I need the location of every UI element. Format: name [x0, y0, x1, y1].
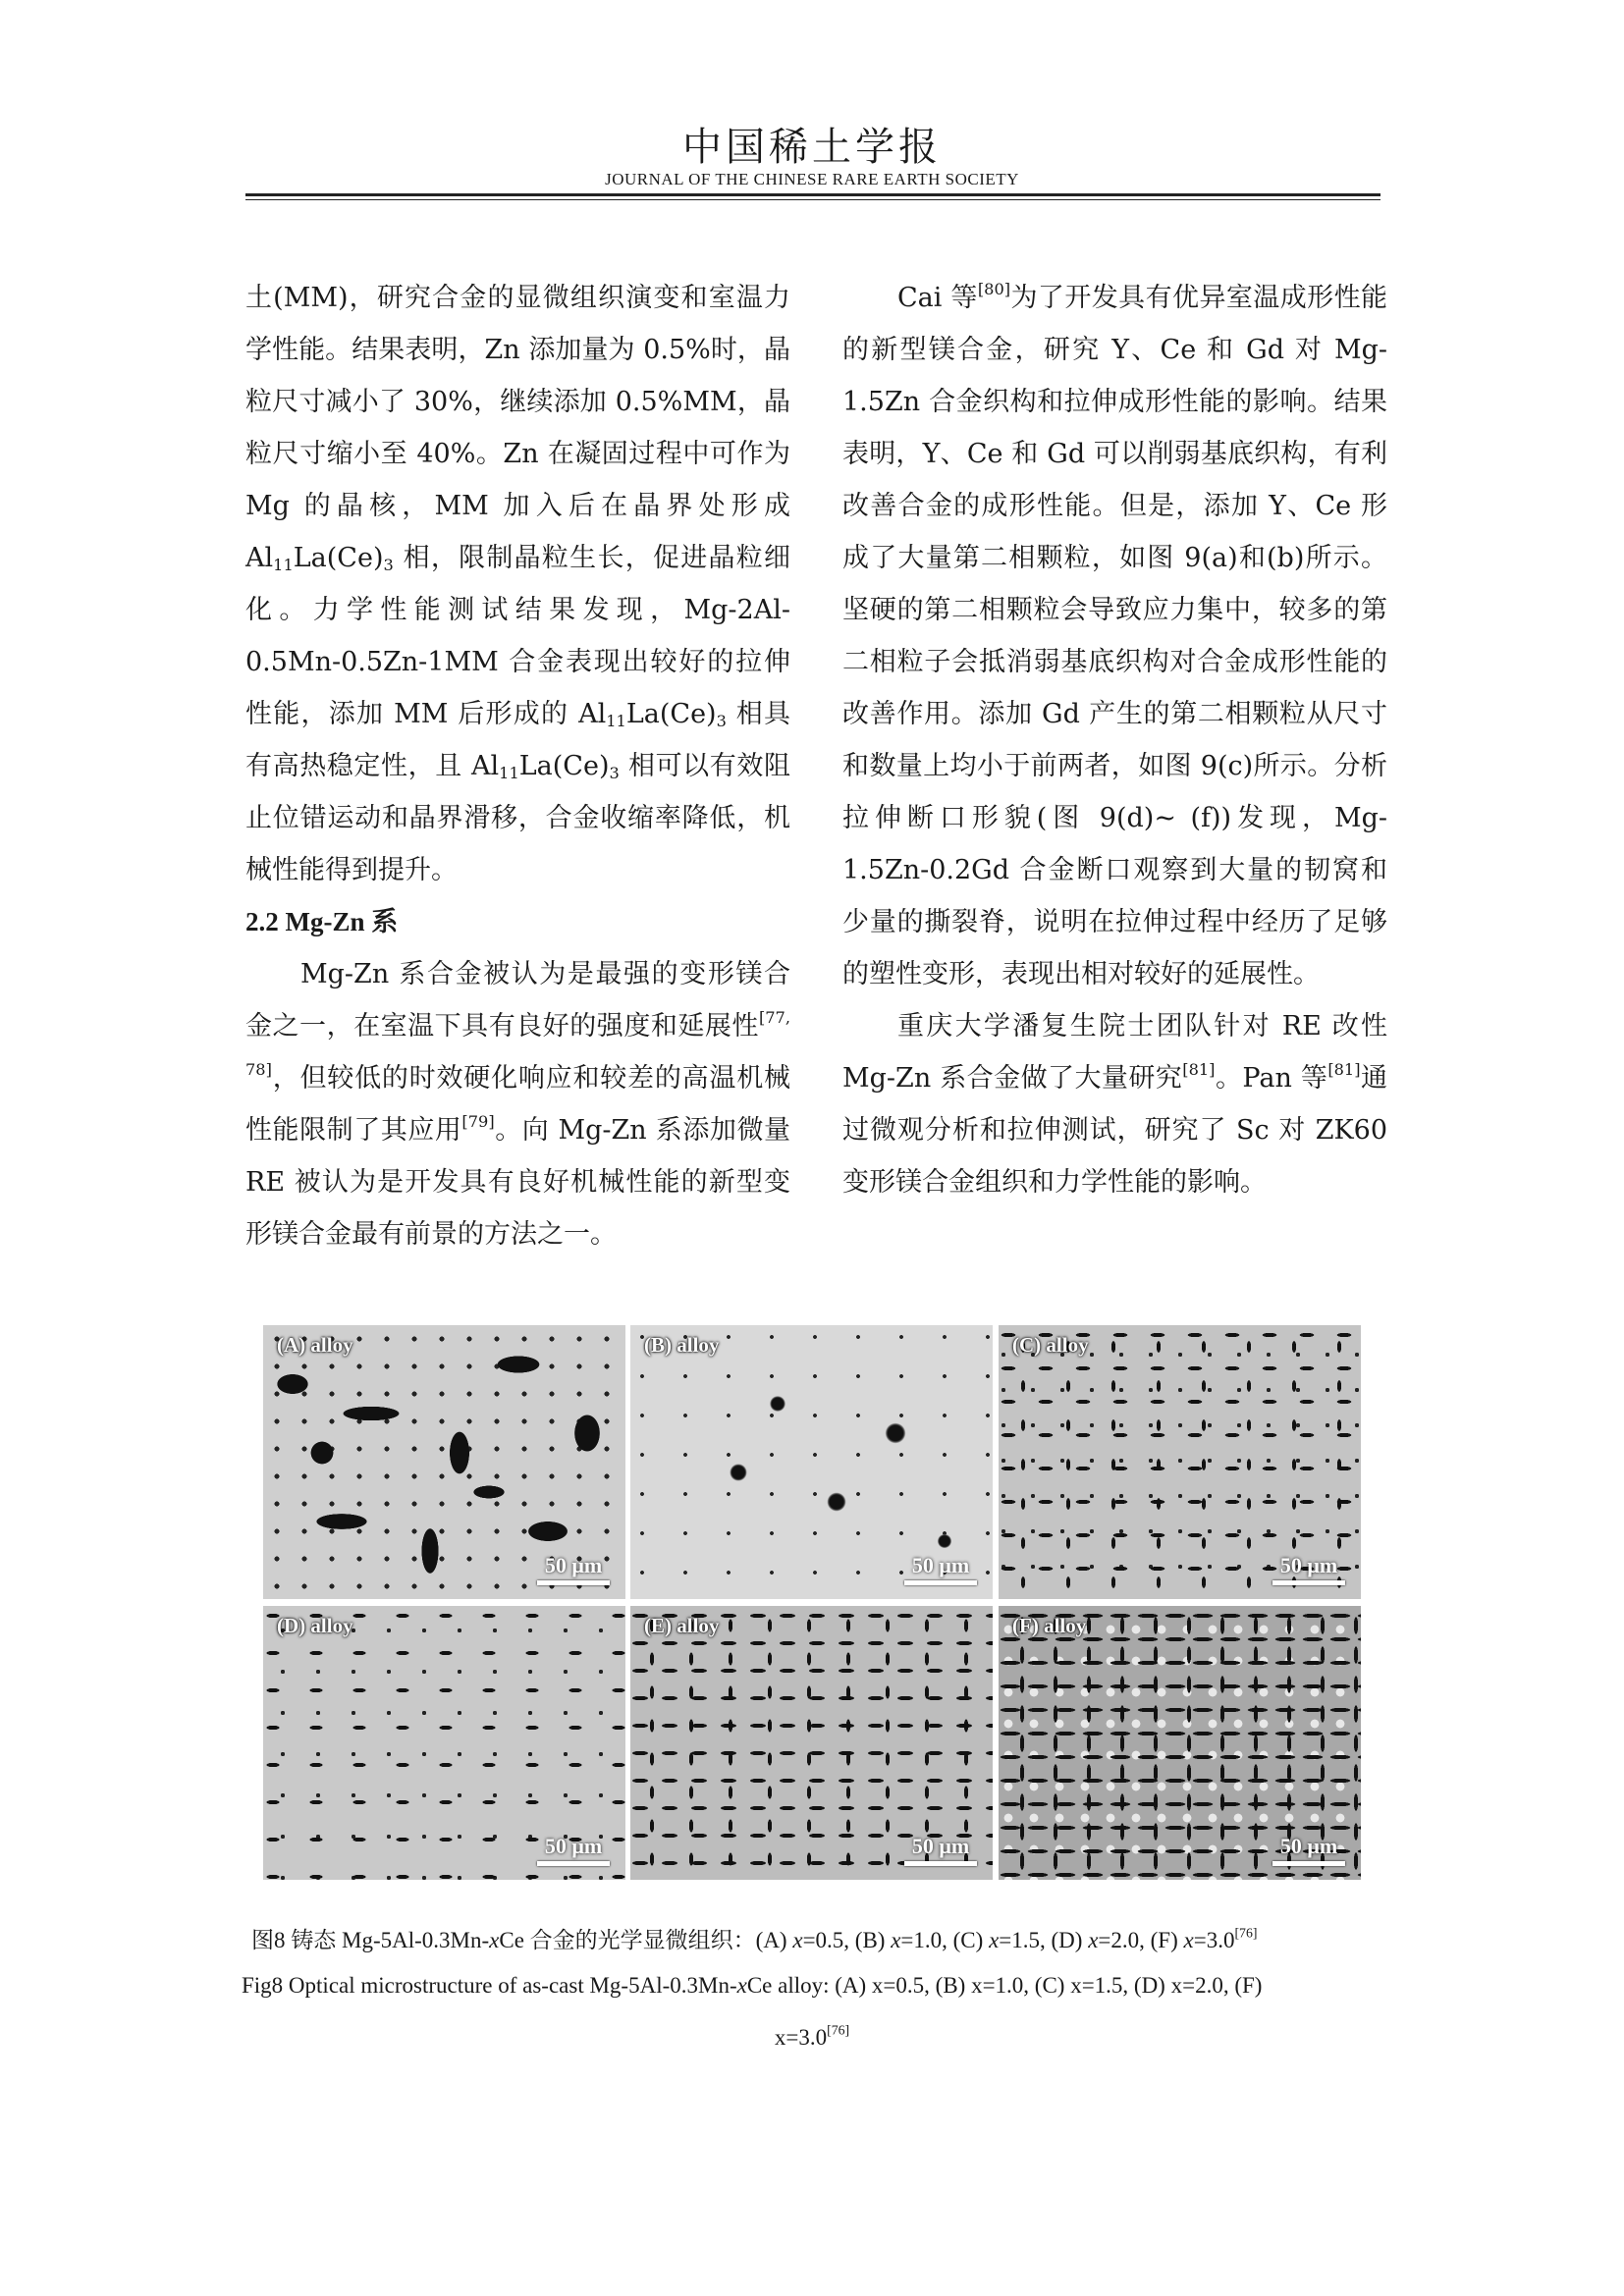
journal-title: 中国稀土学报: [682, 125, 942, 170]
text-run: La(Ce): [625, 699, 717, 729]
figure-caption-chinese: [251, 1922, 1380, 1954]
text-run: x=3.0: [774, 2025, 828, 2050]
subscript: 11: [499, 764, 519, 783]
scale-bar: [904, 1553, 977, 1585]
text-run: 重庆大学潘复生院士团队针对 RE 改性 Mg-Zn 系合金做了大量研究: [842, 1011, 1387, 1094]
citation-ref: [76]: [1234, 1925, 1258, 1941]
text-run: 为了开发具有优异室温成形性能的新型镁合金，研究 Y、Ce 和 Gd 对 Mg-1.5Zn 合金织构和拉伸成形性能的影响。结果表明，Y、Ce 和 Gd 可以削弱基底织构，有利改善合金的成形性能。但是，添加 Y、Ce 形成了大量第二相颗粒，如图 9(a)和(b)所示。坚硬的第二相颗粒会导致应力集中，较多的第二相粒子会抵消弱基底织构对合金成形性能的改善作用。添加 Gd 产生的第二相颗粒从尺寸和数量上均小于前两者，如图 9(c)所示。分析拉伸断口形貌(图 9(d)~ (f))发现，Mg-1.5Zn-0.2Gd 合金断口观察到大量的韧窝和少量的撕裂脊，说明在拉伸过程中经历了足够的塑性变形，表现出相对较好的延展性。: [842, 283, 1387, 989]
scale-line: [904, 1861, 977, 1866]
paragraph-pan-study: [842, 1000, 1387, 1208]
paragraph-mm-study: [245, 272, 790, 896]
citation-ref: [77, 78]: [245, 1007, 790, 1079]
panel-label: (E) alloy: [644, 1614, 720, 1637]
citation-ref: [79]: [461, 1111, 495, 1131]
scale-bar: [537, 1834, 610, 1866]
text-run: =1.5, (D): [999, 1928, 1089, 1952]
micrograph-panel-e: [630, 1606, 993, 1880]
scale-label: 50 μm: [544, 1553, 603, 1577]
text-run: =2.0, (F): [1098, 1928, 1184, 1952]
text-run: =0.5, (B): [802, 1928, 892, 1952]
panel-label: (A) alloy: [277, 1333, 353, 1357]
scale-bar: [1272, 1834, 1345, 1866]
citation-ref: [80]: [977, 279, 1011, 298]
text-run: Cai 等: [897, 283, 978, 313]
variable: x: [891, 1928, 901, 1952]
text-run: 相，限制晶粒生长，促进晶粒细化。力学性能测试结果发现，Mg-2Al-0.5Mn-0.5Zn-1MM 合金表现出较好的拉伸性能，添加 MM 后形成的 Al: [245, 543, 790, 729]
micrograph-panel-c: [999, 1325, 1361, 1599]
variable: x: [989, 1928, 1000, 1952]
paragraph-cai-study: [842, 272, 1387, 1000]
citation-ref: [81]: [1182, 1059, 1216, 1079]
subscript: 11: [273, 556, 294, 575]
subscript: 3: [716, 712, 727, 731]
panel-label: (B) alloy: [644, 1333, 720, 1357]
text-run: 通过微观分析和拉伸测试，研究了 Sc 对 ZK60 变形镁合金组织和力学性能的影响。: [842, 1063, 1387, 1198]
scale-bar: [904, 1834, 977, 1866]
panel-label: (D) alloy: [277, 1614, 353, 1637]
micrograph-panel-a: [263, 1325, 625, 1599]
text-run: ，但较低的时效硬化响应和较差的高温机械性能限制了其应用: [245, 1063, 790, 1146]
left-column: [245, 272, 790, 1260]
micrograph-panel-b: [630, 1325, 993, 1599]
section-heading: 2.2 Mg-Zn 系: [245, 907, 399, 936]
scale-line: [537, 1861, 610, 1866]
variable: x: [1088, 1928, 1099, 1952]
citation-ref: [81]: [1327, 1059, 1361, 1079]
figure-caption-english: [242, 1973, 1380, 1999]
micrograph-panel-d: [263, 1606, 625, 1880]
scale-label: 50 μm: [544, 1834, 603, 1858]
scale-line: [904, 1580, 977, 1585]
text-run: =3.0: [1193, 1928, 1235, 1952]
panel-label: (C) alloy: [1012, 1333, 1089, 1357]
scale-label: 50 μm: [911, 1553, 970, 1577]
micrograph-panel-f: [999, 1606, 1361, 1880]
citation-ref: [76]: [827, 2022, 850, 2038]
text-run: 。Pan 等: [1215, 1063, 1328, 1094]
scale-label: 50 μm: [1279, 1834, 1338, 1858]
scale-line: [1272, 1580, 1345, 1585]
figure-8-micrographs: [263, 1325, 1361, 1883]
text-run: 图8 铸态 Mg-5Al-0.3Mn-: [251, 1928, 490, 1952]
scale-label: 50 μm: [911, 1834, 970, 1858]
subscript: 3: [383, 556, 394, 575]
variable: x: [792, 1928, 803, 1952]
header-rule-thick: [245, 193, 1380, 196]
text-run: La(Ce): [518, 751, 610, 781]
text-run: 。向 Mg-Zn 系添加微量 RE 被认为是开发具有良好机械性能的新型变形镁合金最有前景的方法之一。: [245, 1115, 790, 1250]
subscript: 11: [606, 712, 626, 731]
scale-bar: [537, 1553, 610, 1585]
paragraph-mg-zn-intro: [245, 948, 790, 1260]
text-run: Ce 合金的光学显微组织：(A): [499, 1928, 793, 1952]
text-run: Fig8 Optical microstructure of as-cast Mg-5Al-0.3Mn-: [242, 1973, 737, 1998]
text-run: 土(MM)，研究合金的显微组织演变和室温力学性能。结果表明，Zn 添加量为 0.5%时，晶粒尺寸减小了 30%，继续添加 0.5%MM，晶粒尺寸缩小至 40%。Zn 在凝固过程中可作为 Mg 的晶核，MM 加入后在晶界处形成 Al: [245, 283, 790, 573]
figure-caption-english-line2: [0, 2022, 1624, 2051]
scale-line: [1272, 1861, 1345, 1866]
text-run: =1.0, (C): [900, 1928, 990, 1952]
right-column: [842, 272, 1387, 1208]
text-run: 相可以有效阻止位错运动和晶界滑移，合金收缩率降低，机械性能得到提升。: [245, 751, 790, 885]
scale-line: [537, 1580, 610, 1585]
text-run: La(Ce): [293, 543, 384, 573]
panel-label: (F) alloy: [1012, 1614, 1087, 1637]
journal-subtitle: JOURNAL OF THE CHINESE RARE EARTH SOCIETY: [605, 170, 1019, 188]
scale-bar: [1272, 1553, 1345, 1585]
scale-label: 50 μm: [1279, 1553, 1338, 1577]
text-run: 相具有高热稳定性，且 Al: [245, 699, 790, 781]
subscript: 3: [609, 764, 620, 783]
variable: x: [1183, 1928, 1194, 1952]
variable: x: [489, 1928, 500, 1952]
variable: x: [736, 1973, 747, 1998]
text-run: Ce alloy: (A) x=0.5, (B) x=1.0, (C) x=1.5, (D) x=2.0, (F): [746, 1973, 1263, 1998]
text-run: Mg-Zn 系合金被认为是最强的变形镁合金之一，在室温下具有良好的强度和延展性: [245, 959, 790, 1041]
header-rule-thin: [245, 199, 1380, 200]
